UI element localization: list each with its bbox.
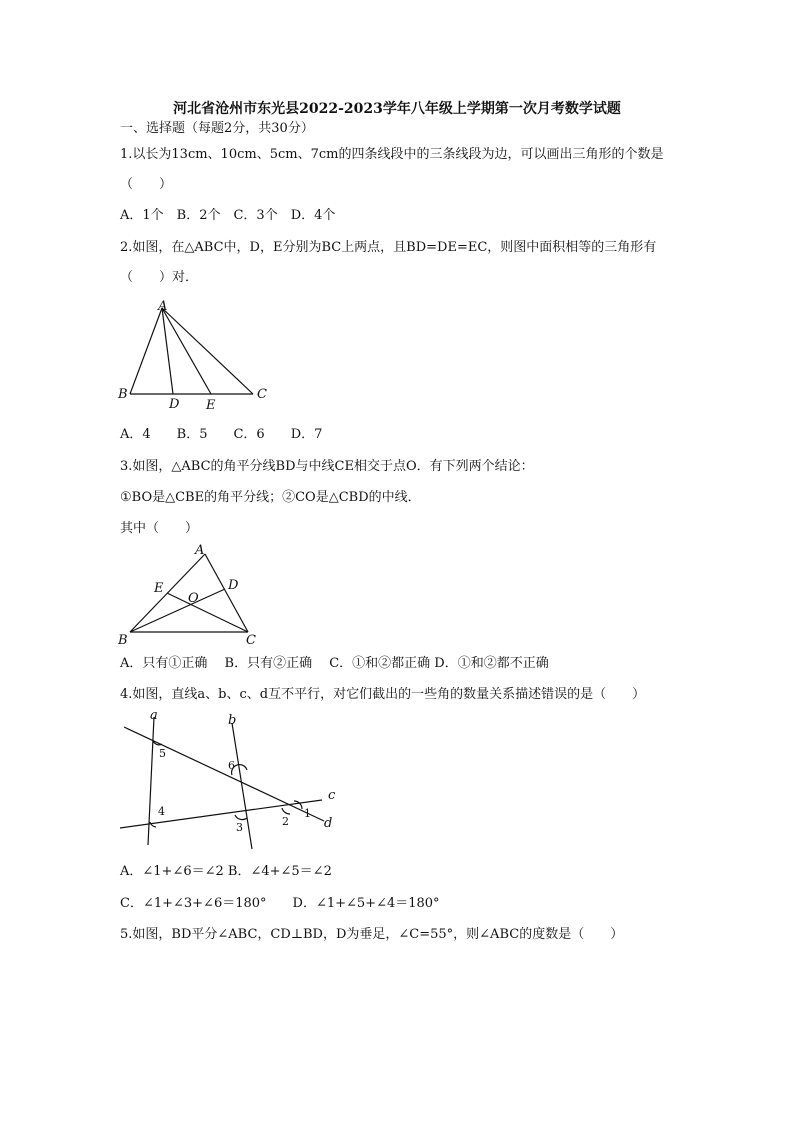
q3-label-C: C	[246, 633, 256, 648]
q2-label-B: B	[118, 387, 128, 402]
q3-label-B: B	[118, 633, 128, 648]
q4-angle-1: 1	[304, 807, 311, 820]
q2-stem: 2.如图，在△ABC中，D，E分别为BC上两点，且BD=DE=EC，则图中面积相等的三角形有	[120, 240, 657, 255]
q2-label-E: E	[206, 398, 216, 413]
q2-options: A．4 B．5 C．6 D．7	[120, 427, 323, 442]
q4-label-a: a	[150, 708, 158, 723]
q2-label-A: A	[158, 299, 168, 314]
q1-options: A．1个 B．2个 C．3个 D．4个	[120, 208, 336, 223]
q4-angle-5: 5	[159, 747, 166, 760]
q2-answer-blank: （ ）对．	[120, 270, 199, 285]
q1-answer-blank: （ ）	[120, 177, 173, 192]
q4-label-d: d	[324, 816, 333, 831]
q1-stem: 1.以长为13cm、10cm、5cm、7cm的四条线段中的三条线段为边，可以画出三角形的个数是	[120, 147, 664, 162]
q4-label-c: c	[328, 788, 336, 803]
q3-label-E: E	[154, 581, 164, 596]
q4-options-ab: A．∠1+∠6＝∠2 B．∠4+∠5＝∠2	[120, 864, 332, 879]
document-title: 河北省沧州市东光县2022-2023学年八年级上学期第一次月考数学试题	[173, 101, 621, 117]
q4-label-b: b	[228, 713, 237, 728]
q5-stem: 5.如图，BD平分∠ABC，CD⊥BD，D为垂足，∠C=55°，则∠ABC的度数是（ ）	[120, 927, 624, 942]
q3-options: A．只有①正确 B．只有②正确 C．①和②都正确 D．①和②都不正确	[120, 656, 549, 671]
q3-which: 其中（ ）	[120, 521, 199, 536]
q3-statements: ①BO是△CBE的角平分线；②CO是△CBD的中线．	[120, 490, 421, 505]
section-heading: 一、选择题（每题2分，共30分）	[120, 121, 314, 136]
q4-angle-2: 2	[282, 815, 289, 828]
q3-stem: 3.如图，△ABC的角平分线BD与中线CE相交于点O．有下列两个结论：	[120, 459, 534, 474]
q4-options-cd: C．∠1+∠3+∠6＝180° D．∠1+∠5+∠4＝180°	[120, 896, 440, 911]
q4-angle-6: 6	[228, 759, 235, 772]
q2-label-D: D	[169, 397, 180, 412]
q4-lines-figure	[112, 705, 348, 855]
q2-label-C: C	[257, 387, 267, 402]
q3-label-D: D	[228, 578, 239, 593]
q4-angle-4: 4	[158, 805, 165, 818]
q4-stem: 4.如图，直线a、b、c、d互不平行，对它们截出的一些角的数量关系描述错误的是（ ）	[120, 687, 646, 702]
q3-triangle-figure	[112, 540, 272, 648]
q3-label-O: O	[188, 591, 199, 606]
q2-triangle-figure	[110, 298, 280, 416]
q4-angle-3: 3	[236, 821, 243, 834]
q3-label-A: A	[195, 543, 205, 558]
